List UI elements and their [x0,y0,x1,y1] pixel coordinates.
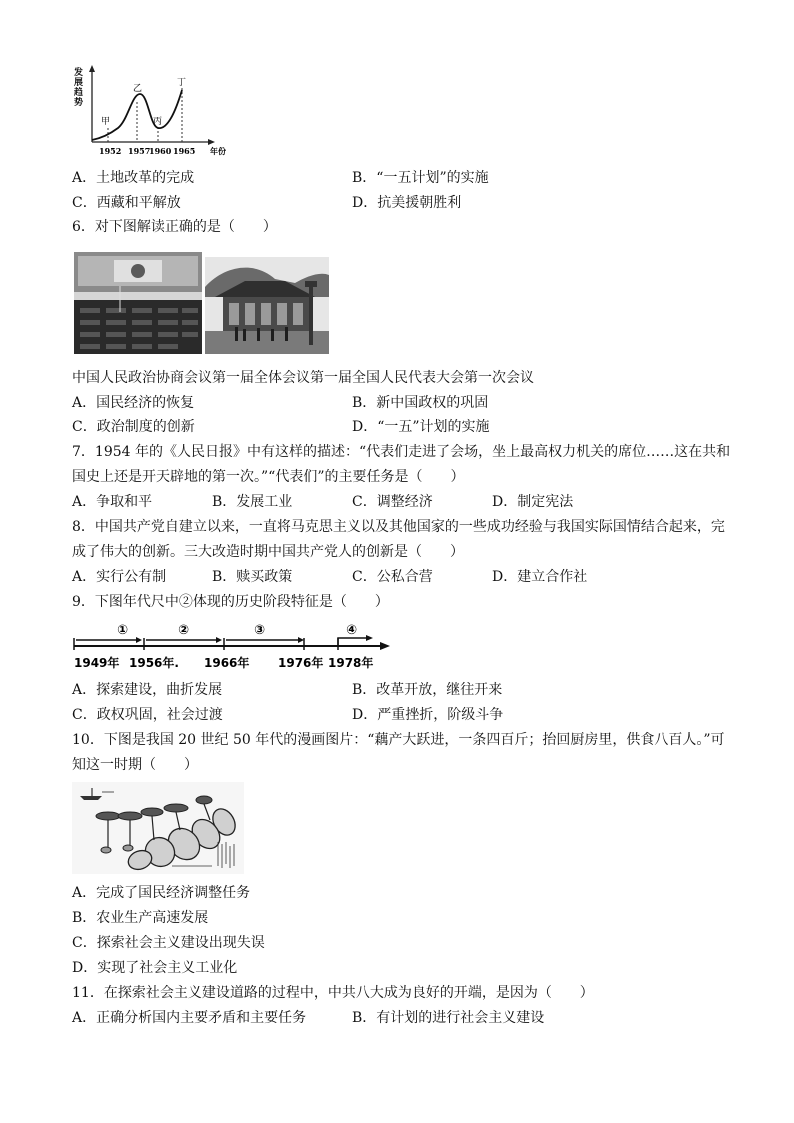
point-label-bing: 丙 [153,117,163,127]
stage-label-4: ④ [346,623,358,638]
q8-option-a[interactable]: A．实行公有制 [72,569,167,585]
tick-label-1957: 1957 [128,146,151,156]
stage-4-arrow [366,635,373,641]
lotus-root-cartoon [72,782,244,874]
point-label-yi: 乙 [133,84,143,94]
point-label-jia: 甲 [101,117,111,127]
year-label-1976: 1976年 [278,656,324,670]
q10-option-d[interactable]: D．实现了社会主义工业化 [72,960,238,976]
q7-option-d[interactable]: D．制定宪法 [492,494,574,510]
x-axis-label: 年份 [210,146,226,156]
q11-stem: 11．在探索社会主义建设道路的过程中，中共八大成为良好的开端，是因为（ ） [72,985,594,1001]
timeline-end-arrow [380,642,390,650]
q9-option-c[interactable]: C．政权巩固，社会过渡 [72,707,223,723]
q8-option-b[interactable]: B．赎买政策 [212,569,293,585]
q10-option-b[interactable]: B．农业生产高速发展 [72,910,209,926]
q9-option-b[interactable]: B．改革开放，继往开来 [352,682,503,698]
q9-option-a[interactable]: A．探索建设，曲折发展 [72,682,223,698]
stage-4-bar [338,638,370,646]
year-label-1978: 1978年 [328,656,374,670]
year-label-1956: 1956年. [129,656,179,670]
q10-stem-line1: 10．下图是我国 20 世纪 50 年代的漫画图片：“藕产大跃进，一条四百斤；抬回厨房里，供食八百人。”可 [72,732,725,748]
q6-caption: 中国人民政治协商会议第一届全体会议第一届全国人民代表大会第一次会议 [72,370,534,386]
q5-option-c[interactable]: C．西藏和平解放 [72,195,181,211]
era-timeline [70,618,400,674]
q8-option-d[interactable]: D．建立合作社 [492,569,588,585]
year-label-1966: 1966年 [204,656,250,670]
q11-option-a[interactable]: A．正确分析国内主要矛盾和主要任务 [72,1010,307,1026]
stage-3-arrow [298,637,304,643]
q10-stem-line2: 知这一时期（ ） [72,757,198,773]
x-axis-arrow [208,139,215,145]
q7-stem-line2: 国史上还是开天辟地的第一次。”“代表们”的主要任务是（ ） [72,469,465,485]
q10-option-a[interactable]: A．完成了国民经济调整任务 [72,885,251,901]
q7-option-b[interactable]: B．发展工业 [212,494,293,510]
npc-building-photo [205,257,329,354]
q9-option-d[interactable]: D．严重挫折，阶级斗争 [352,707,504,723]
stage-1-arrow [136,637,142,643]
q5-option-a[interactable]: A．土地改革的完成 [72,170,195,186]
q11-option-b[interactable]: B．有计划的进行社会主义建设 [352,1010,545,1026]
q6-option-b[interactable]: B．新中国政权的巩固 [352,395,489,411]
q7-stem-line1: 7．1954 年的《人民日报》中有这样的描述：“代表们走进了会场，坐上最高权力机关的席位……这在共和 [72,444,731,460]
tick-label-1960: 1960 [149,146,172,156]
year-label-1949: 1949年 [74,656,120,670]
stage-label-3: ③ [254,623,266,638]
y-axis-label: 发展趋势 [74,68,84,108]
q5-option-d[interactable]: D．抗美援朝胜利 [352,195,462,211]
q8-stem-line1: 8．中国共产党自建立以来，一直将马克思主义以及其他国家的一些成功经验与我国实际国情结合起来，完 [72,519,725,535]
q8-stem-line2: 成了伟大的创新。三大改造时期中国共产党人的创新是（ ） [72,544,464,560]
q7-option-c[interactable]: C．调整经济 [352,494,433,510]
tick-label-1952: 1952 [99,146,122,156]
stage-label-2: ② [178,623,190,638]
q6-option-d[interactable]: D．“一五”计划的实施 [352,419,490,435]
trend-chart [70,62,240,162]
tick-label-1965: 1965 [173,146,196,156]
q8-option-c[interactable]: C．公私合营 [352,569,433,585]
cppcc-conference-photo [74,252,202,354]
stage-2-arrow [216,637,222,643]
q10-option-c[interactable]: C．探索社会主义建设出现失误 [72,935,265,951]
q7-option-a[interactable]: A．争取和平 [72,494,153,510]
q9-stem: 9．下图年代尺中②体现的历史阶段特征是（ ） [72,594,389,610]
stage-label-1: ① [117,623,129,638]
q6-stem: 6．对下图解读正确的是（ ） [72,219,277,235]
q5-option-b[interactable]: B．“一五计划”的实施 [352,170,489,186]
q6-option-a[interactable]: A．国民经济的恢复 [72,395,195,411]
q6-option-c[interactable]: C．政治制度的创新 [72,419,195,435]
point-label-ding: 丁 [177,78,187,88]
y-axis-arrow [89,65,95,72]
